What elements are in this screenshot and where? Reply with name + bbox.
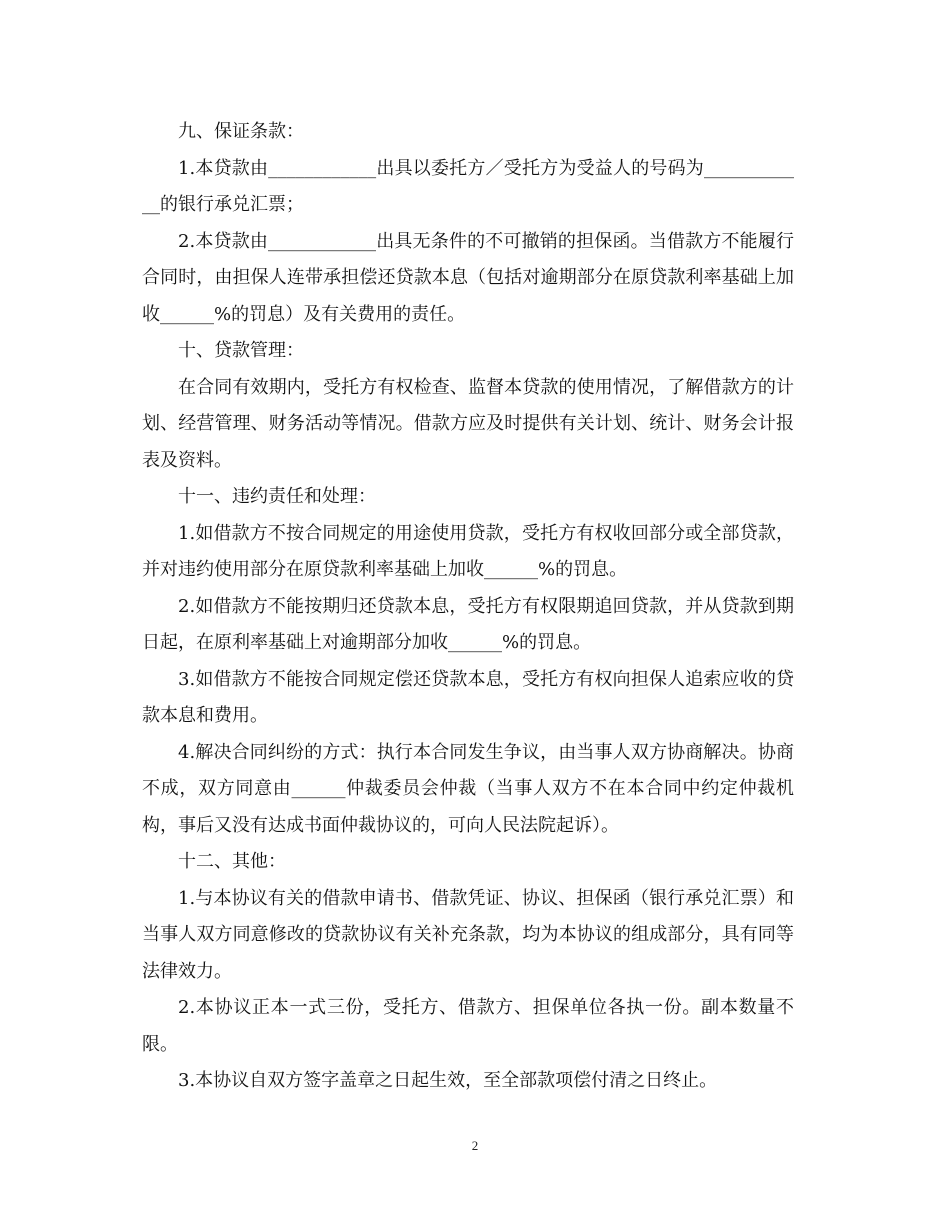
default-clause-4: 4.解决合同纠纷的方式：执行本合同发生争议，由当事人双方协商解决。协商不成，双方同意由______仲裁委员会仲裁（当事人双方不在本合同中约定仲裁机构，事后又没有达成书面仲裁协议的，可向人民法院起诉）。 (142, 741, 794, 836)
guarantee-clause-1: 1.本贷款由____________出具以委托方／受托方为受益人的号码为____________的银行承兑汇票； (142, 157, 794, 215)
page-number: 2 (471, 1138, 479, 1153)
other-clause-1: 1.与本协议有关的借款申请书、借款凭证、协议、担保函（银行承兑汇票）和当事人双方同意修改的贷款协议有关补充条款，均为本协议的组成部分，具有同等法律效力。 (142, 887, 794, 982)
loan-management-text: 在合同有效期内，受托方有权检查、监督本贷款的使用情况，了解借款方的计划、经营管理、财务活动等情况。借款方应及时提供有关计划、统计、财务会计报表及资料。 (142, 376, 794, 471)
other-clause-2: 2.本协议正本一式三份，受托方、借款方、担保单位各执一份。副本数量不限。 (142, 997, 794, 1055)
default-clause-2: 2.如借款方不能按期归还贷款本息，受托方有权限期追回贷款，并从贷款到期日起，在原利率基础上对逾期部分加收______%的罚息。 (142, 595, 794, 653)
default-clause-1: 1.如借款方不按合同规定的用途使用贷款，受托方有权收回部分或全部贷款，并对违约使用部分在原贷款利率基础上加收______%的罚息。 (142, 522, 794, 580)
guarantee-clause-2: 2.本贷款由____________出具无条件的不可撤销的担保函。当借款方不能履行合同时，由担保人连带承担偿还贷款本息（包括对逾期部分在原贷款利率基础上加收______%的罚息）及有关费用的责任。 (142, 230, 794, 325)
section-heading-guarantee: 九、保证条款： (178, 121, 304, 142)
other-clause-3: 3.本协议自双方签字盖章之日起生效，至全部款项偿付清之日终止。 (178, 1070, 718, 1091)
section-heading-default-liability: 十一、违约责任和处理： (178, 486, 376, 507)
default-clause-3: 3.如借款方不能按合同规定偿还贷款本息，受托方有权向担保人追索应收的贷款本息和费用。 (142, 668, 794, 726)
section-heading-loan-management: 十、贷款管理： (178, 340, 304, 361)
document-body (142, 114, 794, 1100)
section-heading-other: 十二、其他： (178, 851, 286, 872)
